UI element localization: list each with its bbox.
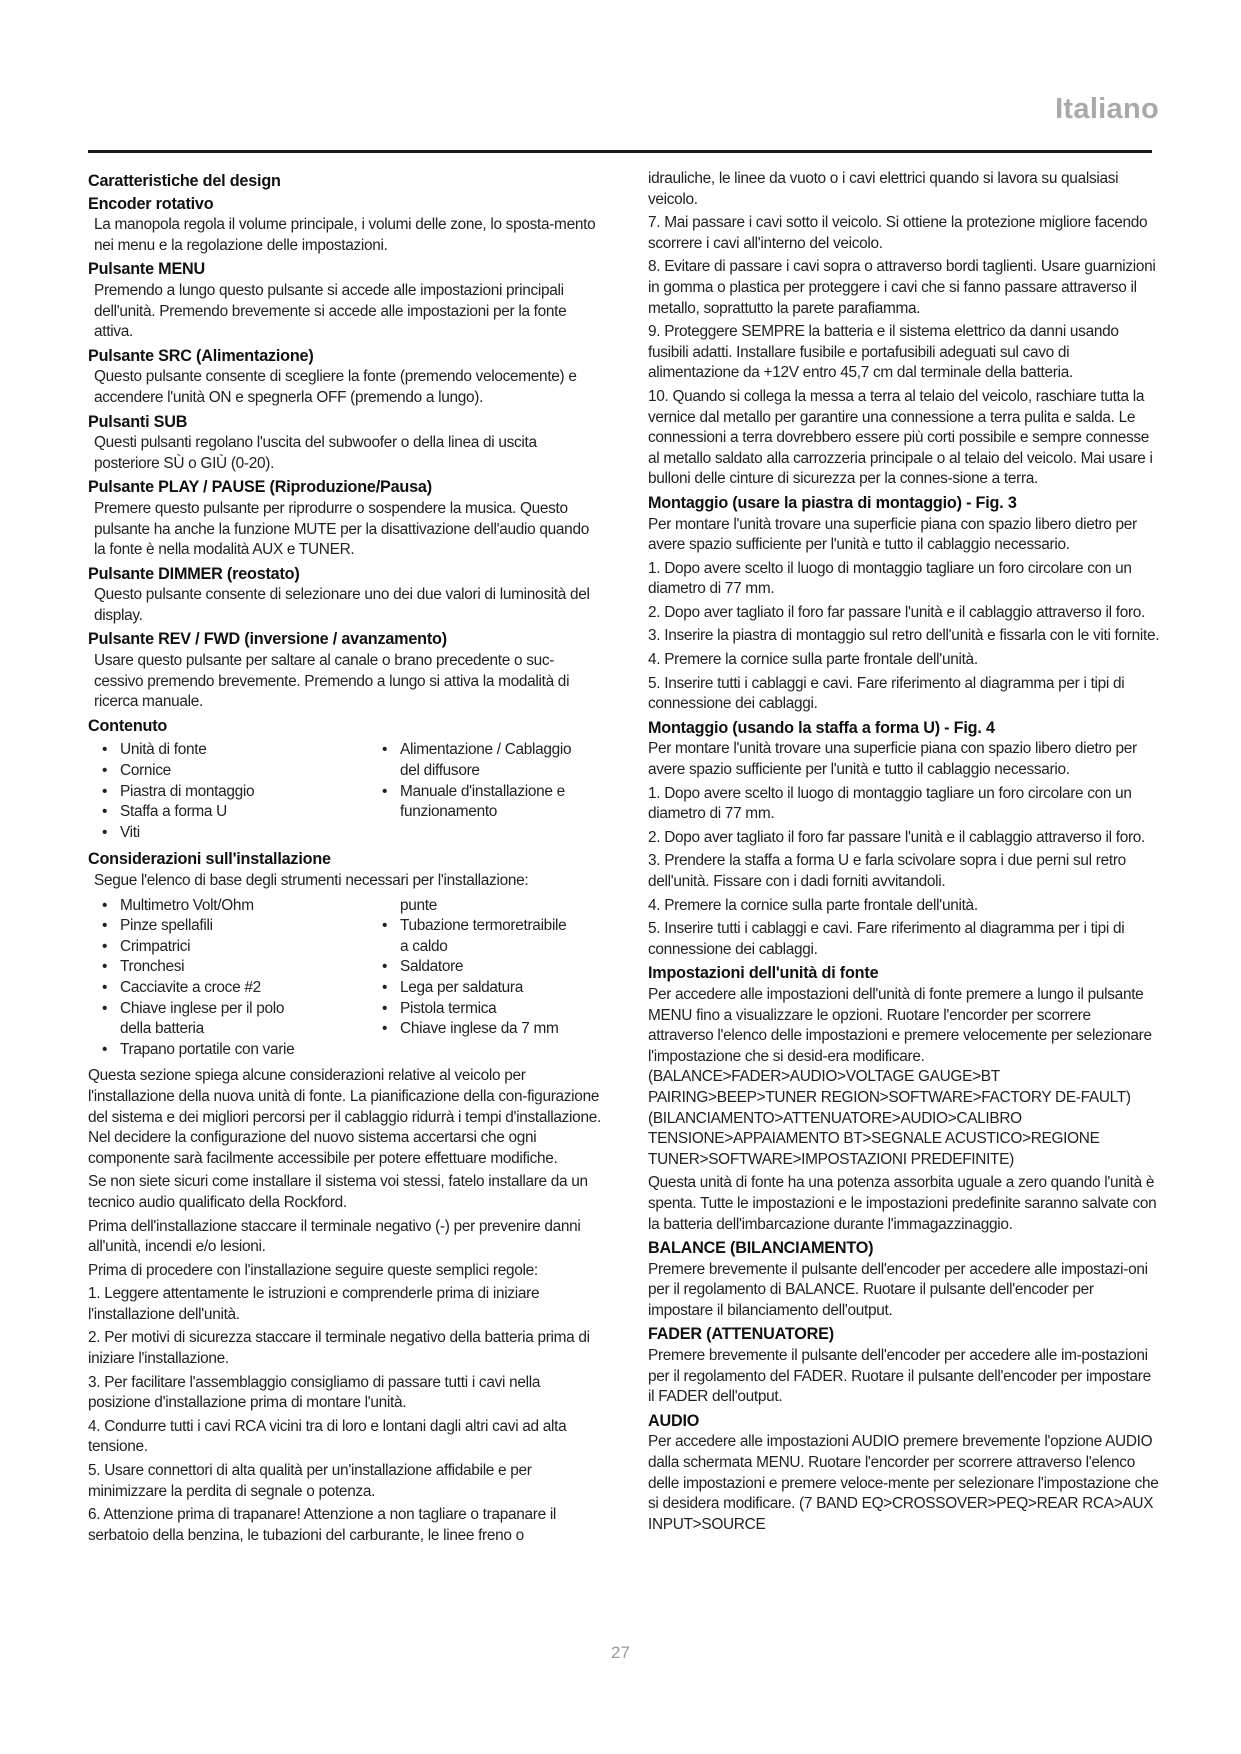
step-item: 5. Inserire tutti i cablaggi e cavi. Fare riferimento al diagramma per i tipi di connessione dei cablaggi. (648, 920, 1125, 958)
paragraph-unsure: Se non siete sicuri come installare il sistema voi stessi, fatelo installare da un tecnico audio qualificato della Rockford. (88, 1173, 588, 1211)
section-heading: Caratteristiche del design (88, 172, 281, 190)
step-item: 3. Inserire la piastra di montaggio sul retro dell'unità e fissarla con le viti fornite. (648, 627, 1160, 645)
list-item: • Chiave inglese per il polo (100, 999, 380, 1020)
rule-item: 8. Evitare di passare i cavi sopra o attraverso bordi taglienti. Usare guarnizioni in gomma o plastica per proteggere i cavi che si fanno passare attraverso il metallo, soprattutto la parete parafiamma. (648, 258, 1156, 317)
subheading-src: Pulsante SRC (Alimentazione) (88, 346, 314, 365)
step-item: 2. Dopo aver tagliato il foro far passare l'unità e il cablaggio attraverso il foro. (648, 603, 1146, 621)
list-item: • Chiave inglese da 7 mm (380, 1019, 610, 1040)
subheading-rev: Pulsante REV / FWD (inversione / avanzamento) (88, 630, 447, 649)
rule-item: 3. Per facilitare l'assemblaggio consigliamo di passare tutti i cavi nella posizione d'installazione prima di montare l'unità. (88, 1373, 541, 1412)
page-number: 27 (611, 1643, 630, 1662)
list-item: • Pinze spellafili (100, 916, 380, 937)
list-item-continuation: del diffusore (400, 762, 480, 780)
list-item: • Lega per saldatura (380, 978, 610, 999)
list-item: • Viti (100, 823, 380, 844)
rule-item: 10. Quando si collega la messa a terra al telaio del veicolo, raschiare tutta la vernice dal metallo per garantire una connessione a terra pulita e salda. Le connessioni a terra dovrebbero essere più corti possibile e sempre connesse al metallo saldato alla carrozzeria principale o al telaio del veicolo. Mai usare i bulloni delle cinture di sicurezza per la connes-sione a terra. (648, 387, 1153, 488)
list-item: • Trapano portatile con varie (100, 1040, 380, 1061)
list-item: • Tronchesi (100, 957, 380, 978)
step-item: 5. Inserire tutti i cablaggi e cavi. Fare riferimento al diagramma per i tipi di connessione dei cablaggi. (648, 674, 1125, 713)
subheading-dimmer: Pulsante DIMMER (reostato) (88, 564, 300, 583)
list-item: • Crimpatrici (100, 937, 380, 958)
subheading-audio: AUDIO (648, 1411, 700, 1430)
paragraph-menu: Premendo a lungo questo pulsante si accede alle impostazioni principali dell'unità. Premendo brevemente si accede alle impostazioni per la fonte attiva. (94, 281, 567, 341)
rule-item: 1. Leggere attentamente le istruzioni e comprenderle prima di iniziare l'installazione dell'unità. (88, 1285, 540, 1323)
subheading-mount-bracket: Montaggio (usando la staffa a forma U) - Fig. 4 (648, 718, 995, 737)
list-item-continuation: punte (400, 896, 438, 914)
subheading-contenuto: Contenuto (88, 716, 168, 735)
rule-item: 5. Usare connettori di alta qualità per un'installazione affidabile e per minimizzare la perdita di segnale o potenza. (88, 1462, 532, 1500)
paragraph-audio: Per accedere alle impostazioni AUDIO premere brevemente l'opzione AUDIO dalla schermata MENU. Ruotare l'encorder per scorrere attraverso l'elenco delle impostazioni e premere veloce-mente per selezionare l'impostazione che si desidera modificare. (7 BAND EQ>CROSSOVER>PEQ>REAR RCA>AUX INPUT>SOURCE (648, 1433, 1159, 1533)
paragraph-fader: Premere brevemente il pulsante dell'encoder per accedere alle im-postazioni per il regolamento del FADER. Ruotare il pulsante dell'encoder per impostare il FADER dell'output. (648, 1347, 1151, 1406)
subheading-installation: Considerazioni sull'installazione (88, 850, 331, 869)
paragraph-balance: Premere brevemente il pulsante dell'encoder per accedere alle impostazi-oni per il regolamento di BALANCE. Ruotare il pulsante dell'encoder per impostare il bilanciamento dell'output. (648, 1260, 1148, 1319)
rule-item: 9. Proteggere SEMPRE la batteria e il sistema elettrico da danni usando fusibili adatti. Installare fusibile e portafusibili adeguati sul cavo di alimentazione da +12V entro 45,7 cm dal terminale della batteria. (648, 323, 1119, 382)
paragraph-rev: Usare questo pulsante per saltare al canale o brano precedente o suc-cessivo premendo brevemente. Premendo a lungo si attiva la modalità di ricerca manuale. (94, 652, 570, 711)
header-rule (88, 150, 1152, 153)
tools-list (100, 896, 602, 1061)
subheading-balance: BALANCE (BILANCIAMENTO) (648, 1239, 874, 1258)
list-item: • Saldatore (380, 957, 610, 978)
list-item: • Manuale d'installazione e (380, 782, 610, 803)
rule-item: 6. Attenzione prima di trapanare! Attenzione a non tagliare o trapanare il serbatoio della benzina, le tubazioni del carburante, le linee freno o (88, 1506, 557, 1544)
paragraph-tools-intro: Segue l'elenco di base degli strumenti necessari per l'installazione: (94, 872, 529, 889)
paragraph-rules: Prima di procedere con l'installazione seguire queste semplici regole: (88, 1261, 538, 1279)
step-item: 3. Prendere la staffa a forma U e farla scivolare sopra i due perni sul retro dell'unità. Fissare con i dadi forniti avvitandoli. (648, 852, 1126, 890)
paragraph-mount-bracket: Per montare l'unità trovare una superficie piana con spazio libero dietro per avere spazio sufficiente per l'unità e tutto il cablaggio necessario. (648, 740, 1137, 779)
rule-item: 7. Mai passare i cavi sotto il veicolo. Si ottiene la protezione migliore facendo scorrere i cavi all'interno del veicolo. (648, 214, 1148, 252)
left-column (88, 169, 602, 1549)
list-item: • Cacciavite a croce #2 (100, 978, 380, 999)
list-item: • Multimetro Volt/Ohm (100, 896, 380, 917)
paragraph-mount-plate: Per montare l'unità trovare una superficie piana con spazio libero dietro per avere spazio sufficiente per l'unità e tutto il cablaggio necessario. (648, 515, 1137, 554)
paragraph-power: Questa unità di fonte ha una potenza assorbita uguale a zero quando l'unità è spenta. Tutte le impostazioni e le impostazioni predefinite saranno salvate con la batteria dell'imbarcazione durante l'immagazzinaggio. (648, 1174, 1157, 1233)
step-item: 1. Dopo avere scelto il luogo di montaggio tagliare un foro circolare con un diametro di 77 mm. (648, 784, 1132, 823)
rule-item: 4. Condurre tutti i cavi RCA vicini tra di loro e lontani dagli altri cavi ad alta tensione. (88, 1417, 567, 1456)
paragraph-play: Premere questo pulsante per riprodurre o sospendere la musica. Questo pulsante ha anche la funzione MUTE per la disattivazione dell'audio quando la fonte è nella modalità AUX e TUNER. (94, 499, 589, 559)
step-item: 1. Dopo avere scelto il luogo di montaggio tagliare un foro circolare con un diametro di 77 mm. (648, 559, 1132, 598)
list-item-continuation: funzionamento (400, 803, 498, 821)
paragraph-before: Prima dell'installazione staccare il terminale negativo (-) per prevenire danni all'unità, incendi e/o lesioni. (88, 1217, 581, 1256)
step-item: 2. Dopo aver tagliato il foro far passare l'unità e il cablaggio attraverso il foro. (648, 828, 1146, 846)
list-item-continuation: a caldo (400, 937, 448, 955)
list-item: • Cornice (100, 761, 380, 782)
paragraph-encoder: La manopola regola il volume principale, i volumi delle zone, lo sposta-mento nei menu e la regolazione delle impostazioni. (94, 216, 596, 254)
contents-list (100, 740, 602, 843)
subheading-sub: Pulsanti SUB (88, 412, 188, 431)
paragraph-continued: idrauliche, le linee da vuoto o i cavi elettrici quando si lavora su qualsiasi veicolo. (648, 170, 1119, 208)
paragraph-sub: Questi pulsanti regolano l'uscita del subwoofer o della linea di uscita posteriore SÙ o GIÙ (0-20). (94, 434, 537, 472)
subheading-encoder: Encoder rotativo (88, 194, 214, 213)
subheading-play: Pulsante PLAY / PAUSE (Riproduzione/Pausa) (88, 478, 432, 497)
paragraph-dimmer: Questo pulsante consente di selezionare uno dei due valori di luminosità del display. (94, 586, 590, 624)
list-item: • Tubazione termoretraibile (380, 916, 610, 937)
list-item-continuation: della batteria (120, 1020, 204, 1038)
list-item: • Staffa a forma U (100, 802, 380, 823)
language-heading: Italiano (1055, 93, 1159, 125)
right-column (648, 169, 1160, 1538)
step-item: 4. Premere la cornice sulla parte frontale dell'unità. (648, 896, 978, 914)
subheading-fader: FADER (ATTENUATORE) (648, 1325, 834, 1344)
rule-item: 2. Per motivi di sicurezza staccare il terminale negativo della batteria prima di iniziare l'installazione. (88, 1329, 590, 1368)
paragraph-settings: Per accedere alle impostazioni dell'unità di fonte premere a lungo il pulsante MENU fino a visualizzare le opzioni. Ruotare l'encorder per scorrere attraverso l'elenco delle impostazioni e premere velocemente per selezionare l'impostazione che si desid-era modificare. (BALANCE>FADER>AUDIO>VOLTAGE GAUGE>BT PAIRING>BEEP>TUNER REGION>SOFTWARE>FACTORY DE-FAULT) (BILANCIAMENTO>ATTENUATORE>AUDIO>CALIBRO TENSIONE>APPAIAMENTO BT>SEGNALE ACUSTICO>REGIONE TUNER>SOFTWARE>IMPOSTAZIONI PREDEFINITE) (648, 985, 1152, 1168)
subheading-menu: Pulsante MENU (88, 260, 206, 279)
subheading-settings: Impostazioni dell'unità di fonte (648, 964, 879, 983)
list-item: • Pistola termica (380, 999, 610, 1020)
paragraph-src: Questo pulsante consente di scegliere la fonte (premendo velocemente) e accendere l'unità ON e spegnerla OFF (premendo a lungo). (94, 368, 577, 406)
list-item: • Piastra di montaggio (100, 782, 380, 803)
list-item: • Unità di fonte (100, 740, 380, 761)
subheading-mount-plate: Montaggio (usare la piastra di montaggio) - Fig. 3 (648, 493, 1017, 512)
list-item: • Alimentazione / Cablaggio (380, 740, 610, 761)
step-item: 4. Premere la cornice sulla parte frontale dell'unità. (648, 651, 978, 669)
paragraph-section: Questa sezione spiega alcune considerazioni relative al veicolo per l'installazione della nuova unità di fonte. La pianificazione della con-figurazione del sistema e dei migliori percorsi per il cablaggio ridurrà i tempi d'installazione. Nel decidere la configurazione del nuovo sistema accertarsi che ogni componente sarà facilmente accessibile per potere effettuare modifiche. (88, 1067, 601, 1167)
